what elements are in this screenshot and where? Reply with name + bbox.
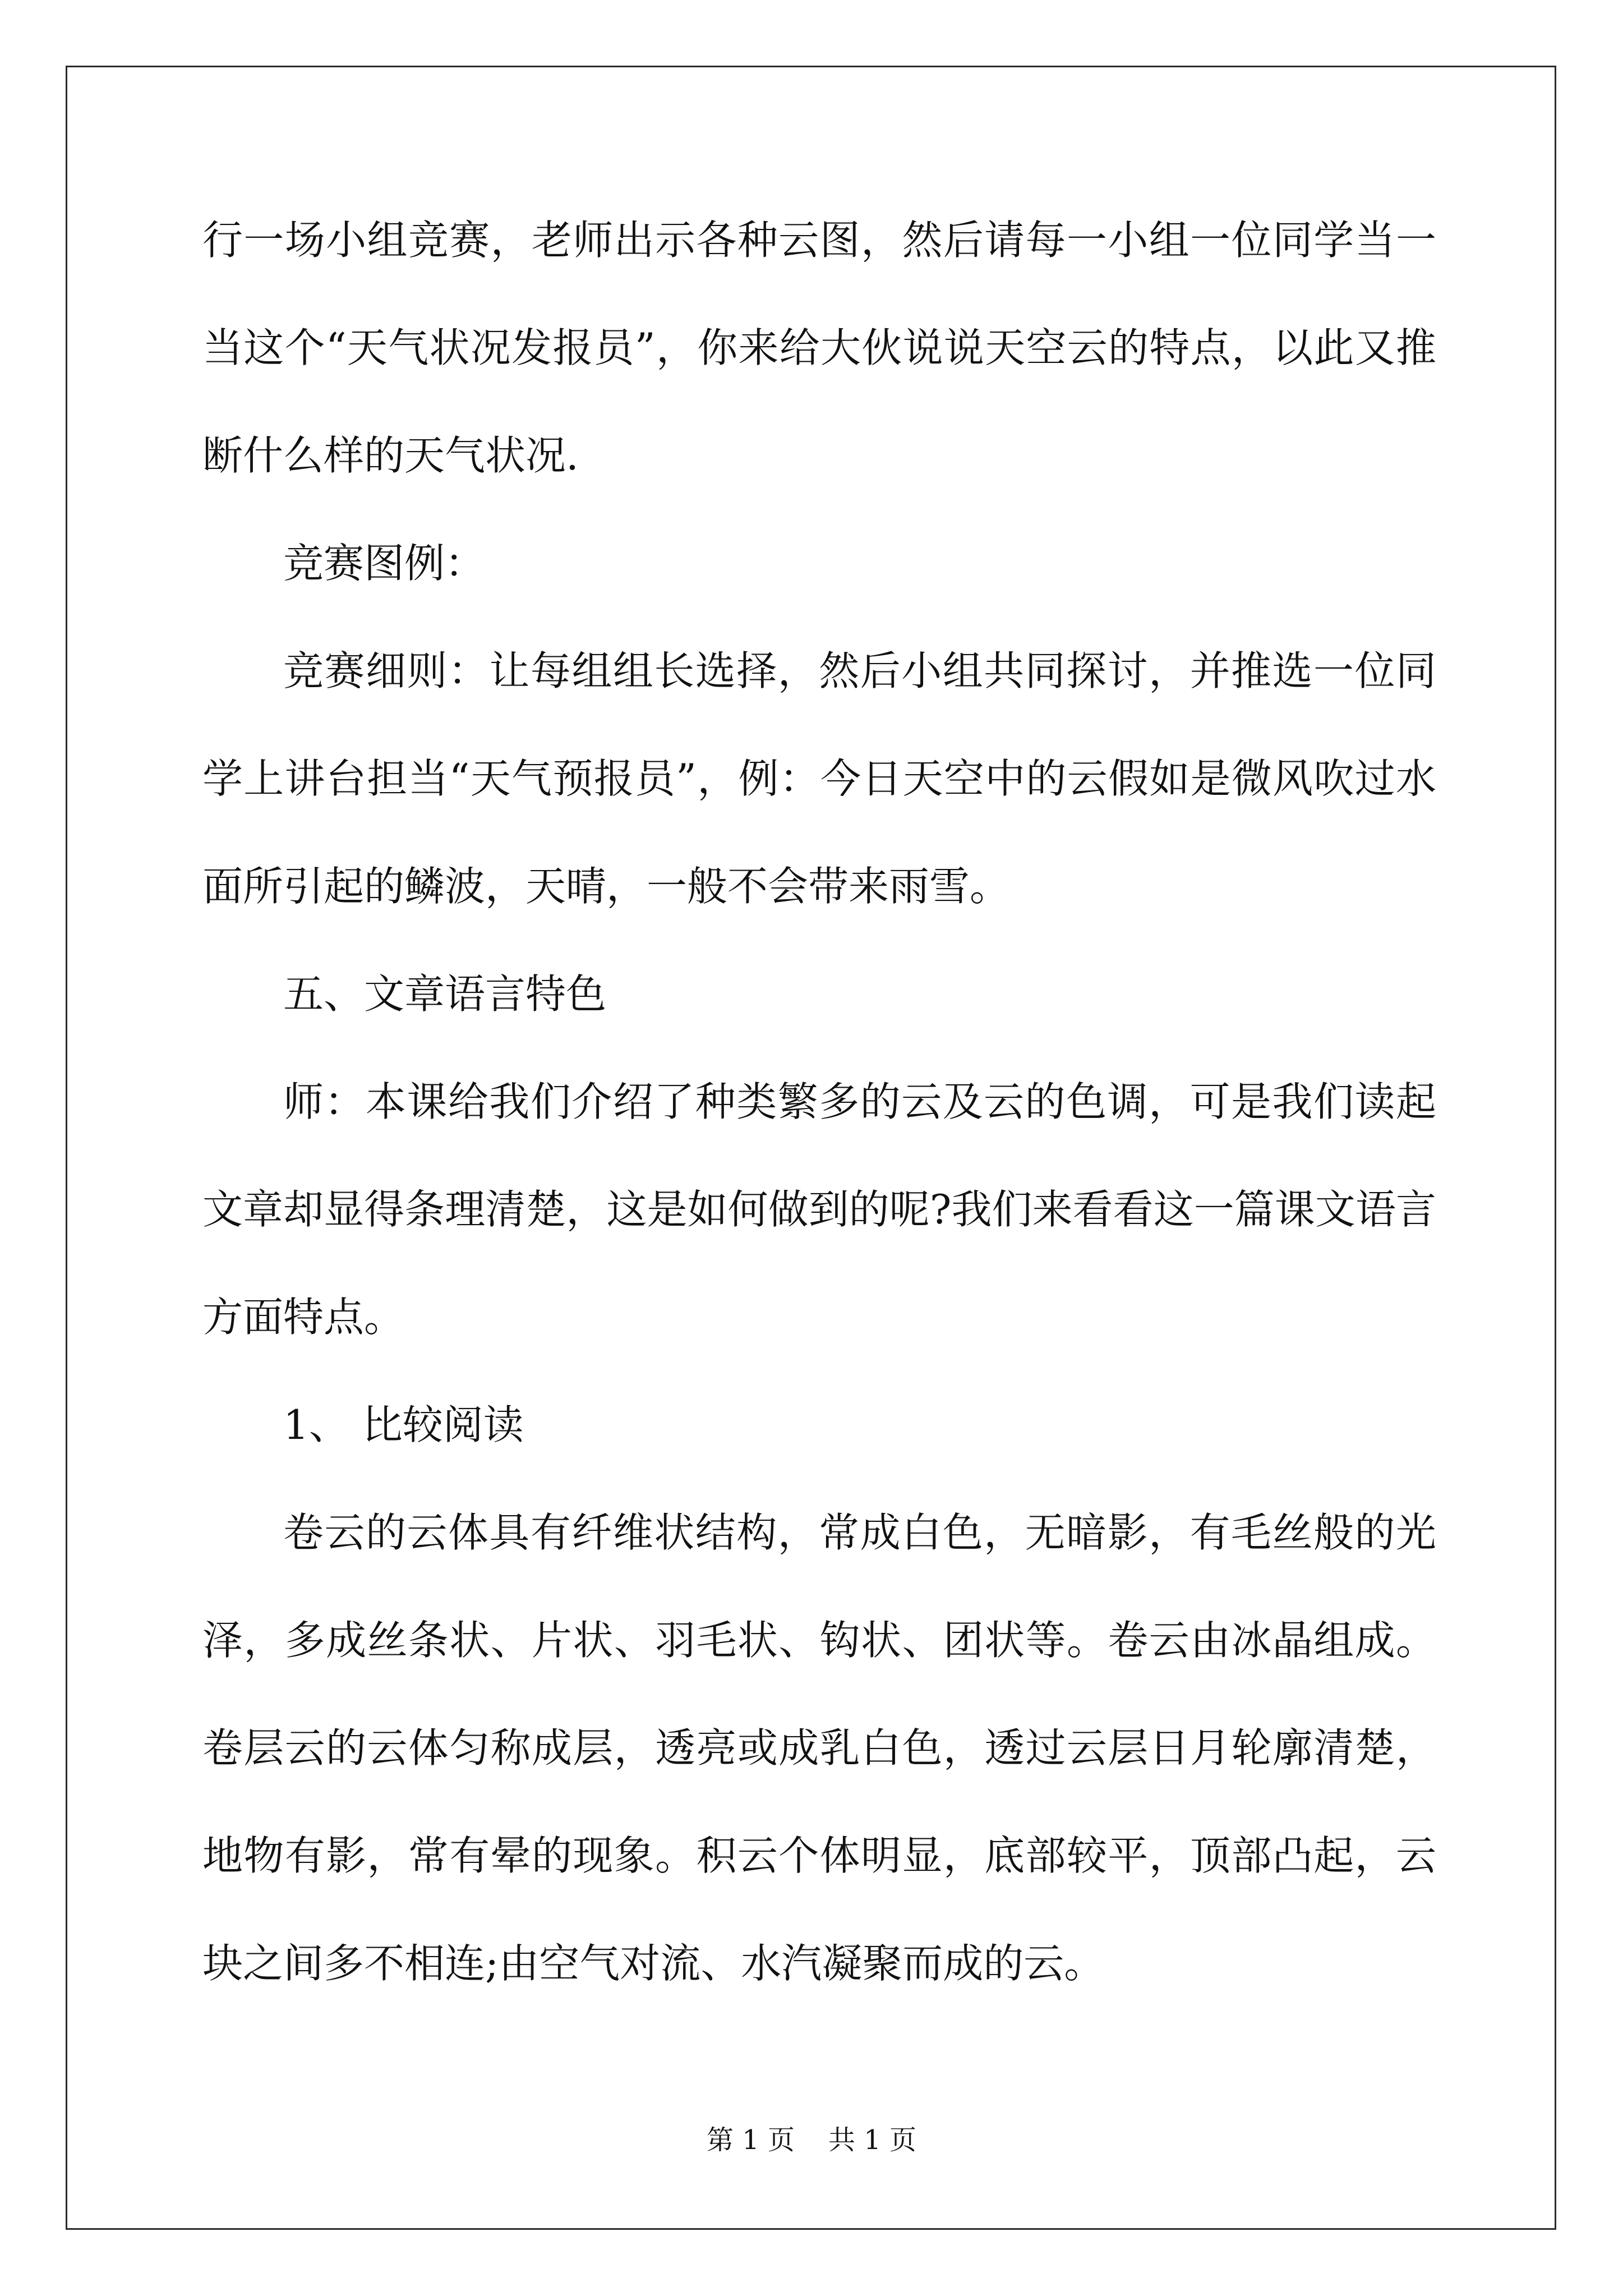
page-footer xyxy=(0,2123,1623,2157)
text-line: 竞赛细则：让每组组长选择，然后小组共同探讨，并推选一位同 xyxy=(283,647,1436,694)
text-line: 块之间多不相连;由空气对流、水汽凝聚而成的云。 xyxy=(202,1940,1105,1987)
text-line: 地物有影，常有晕的现象。积云个体明显，底部较平，顶部凸起，云 xyxy=(202,1832,1436,1879)
text-line: 1、 比较阅读 xyxy=(283,1401,524,1448)
text-line: 师：本课给我们介绍了种类繁多的云及云的色调，可是我们读起 xyxy=(283,1078,1436,1125)
text-line: 面所引起的鳞波，天晴，一般不会带来雨雪。 xyxy=(202,863,1011,910)
text-line: 学上讲台担当“天气预报员”，例：今日天空中的云假如是微风吹过水 xyxy=(202,755,1436,802)
text-line: 方面特点。 xyxy=(202,1294,405,1341)
text-line: 文章却显得条理清楚，这是如何做到的呢?我们来看看这一篇课文语言 xyxy=(202,1186,1436,1233)
text-line: 卷层云的云体匀称成层，透亮或成乳白色，透过云层日月轮廓清楚， xyxy=(202,1724,1436,1772)
text-line: 行一场小组竞赛，老师出示各种云图，然后请每一小组一位同学当一 xyxy=(202,217,1436,264)
text-line: 当这个“天气状况发报员”，你来给大伙说说天空云的特点，以此又推 xyxy=(202,324,1436,371)
page-total: 共 1 页 xyxy=(828,2124,917,2156)
text-line: 泽，多成丝条状、片状、羽毛状、钩状、团状等。卷云由冰晶组成。 xyxy=(202,1617,1436,1664)
text-line: 五、文章语言特色 xyxy=(283,970,607,1018)
page-number: 第 1 页 xyxy=(706,2124,795,2156)
text-line: 断什么样的天气状况. xyxy=(202,432,579,479)
document-body xyxy=(202,213,1436,2044)
text-line: 竞赛图例： xyxy=(283,540,486,587)
text-line: 卷云的云体具有纤维状结构，常成白色，无暗影，有毛丝般的光 xyxy=(283,1509,1436,1556)
